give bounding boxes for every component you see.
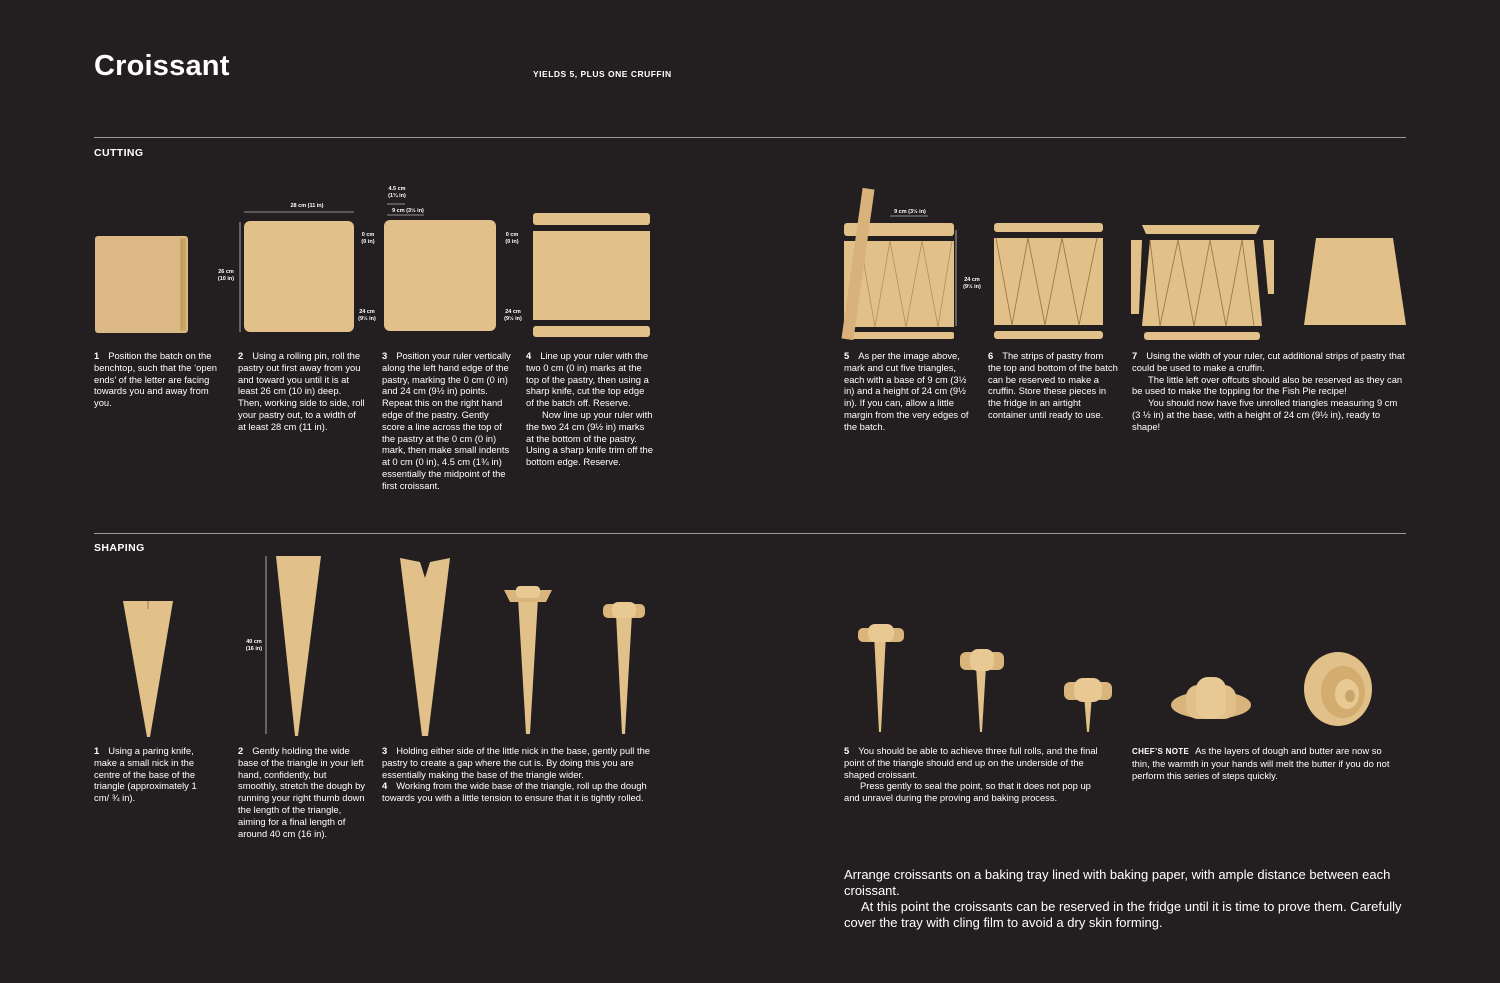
rolled-pastry-image — [243, 220, 355, 333]
batch-image — [94, 235, 190, 335]
cutting-step-3: 3 Position your ruler vertically along the left hand edge of the pastry, marking the 0 cm (0 in) and 24 cm (9½ in) points. Repeat this on the right hand edge of the pastry. Gently score a line across the top of the pastry at the 0 cm (0 in) mark, then make small indents at 0 cm (0 in), 4.5 cm (1¾ in) essentially the midpoint of the first croissant. — [382, 350, 511, 491]
triangle-nick-image — [122, 599, 176, 739]
rolling-two-image — [958, 648, 1006, 734]
dim-9: 9 cm (3½ in) — [392, 208, 424, 214]
cutting-step-4: 4 Line up your ruler with the two 0 cm (0 in) marks at the top of the pastry, then using a sharp knife, cut the top edge of the batch off. Reserve. Now line up your ruler with the two 24 cm (9½ in) marks at the bottom of the pastry. Using a sharp knife trim off the bottom edge. Reserve. — [526, 350, 653, 468]
croissant-side-view-image — [1303, 650, 1373, 728]
section-heading-cutting: CUTTING — [94, 147, 144, 159]
divider-cutting — [94, 137, 1406, 138]
cutting-step-7: 7 Using the width of your ruler, cut additional strips of pastry that could be used to make a cruffin. The little left over offcuts should also be reserved as they can be used to make the topping for the Fish Pie recipe! You should now have five unrolled triangles measuring 9 cm (3 ½ in) at the base, with a height of 24 cm (9½ in), ready to shape! — [1132, 350, 1405, 432]
page-title: Croissant — [94, 50, 230, 82]
dim-zero-right: 0 cm (0 in) — [505, 232, 519, 245]
dim-24-b: 24 cm (9½ in) — [963, 277, 981, 290]
stretched-triangle-image — [262, 554, 328, 738]
dim-lines-3 — [384, 200, 496, 220]
dim-zero-left: 0 cm (0 in) — [361, 232, 375, 245]
chefs-note: CHEF’S NOTE As the layers of dough and butter are now so thin, the warmth in your hands will melt the butter if you do not perform this series of steps quickly. — [1132, 745, 1390, 781]
yield-note: YIELDS 5, PLUS ONE CRUFFIN — [533, 69, 672, 79]
trimmed-pastry-image — [532, 212, 652, 338]
marked-pastry-image — [383, 219, 497, 332]
rolling-mid-image — [600, 600, 648, 736]
triangles-marked-image — [840, 186, 970, 340]
strips-cut-image — [1130, 224, 1276, 340]
shaping-step-1: 1 Using a paring knife, make a small nick in the centre of the base of the triangle (approximately 1 cm/ ¾ in). — [94, 745, 197, 804]
cutting-step-2: 2 Using a rolling pin, roll the pastry out first away from you and toward you until it is at least 26 cm (10 in) deep. Then, working side to side, roll your pastry out, to a width of at least 28 cm (11 in). — [238, 350, 365, 432]
widened-base-image — [398, 556, 452, 738]
trapezoid-triangles-image — [1303, 237, 1408, 327]
divider-shaping — [94, 533, 1406, 534]
dim-40: 40 cm (16 in) — [245, 639, 263, 652]
cutting-step-6: 6 The strips of pastry from the top and bottom of the batch can be reserved to make a cruffin. Store these pieces in the fridge in an airtight container until ready to use. — [988, 350, 1118, 420]
dim-24-right: 24 cm (9½ in) — [504, 309, 522, 322]
shaping-step-5: 5 You should be able to achieve three full rolls, and the final point of the triangle should end up on the underside of the shaped croissant. Press gently to seal the point, so that it does not pop up and unravel during the proving and baking process. — [844, 745, 1098, 804]
dim-45: 4.5 cm (1¾ in) — [388, 186, 406, 199]
shaped-croissant-image — [1170, 675, 1252, 721]
dim-9-b: 9 cm (3½ in) — [894, 209, 926, 215]
triangles-cut-image — [993, 222, 1105, 340]
rolling-three-image — [1062, 676, 1114, 734]
dim-24-left: 24 cm (9½ in) — [358, 309, 376, 322]
cutting-step-1: 1 Position the batch on the benchtop, such that the ‘open ends’ of the letter are facing towards you and away from you. — [94, 350, 218, 409]
section-heading-shaping: SHAPING — [94, 542, 145, 554]
cutting-step-5: 5 As per the image above, mark and cut five triangles, each with a base of 9 cm (3½ in) and a height of 24 cm (9½ in). If you can, allow a little margin from the very edges of the batch. — [844, 350, 969, 432]
rolling-start-image — [500, 584, 556, 736]
dim-width-28: 28 cm (11 in) — [290, 203, 324, 209]
closing-instructions: Arrange croissants on a baking tray lined with baking paper, with ample distance between each croissant. At this point the croissants can be reserved in the fridge until it is time to prove them. Carefully cover the tray with cling film to avoid a dry skin forming. — [844, 867, 1402, 930]
rolling-one-image — [856, 622, 906, 734]
shaping-step-3-4: 3 Holding either side of the little nick in the base, gently pull the pastry to create a gap where the cut is. By doing this you are essentially making the base of the triangle wider. 4 Working from the wide base of the triangle, roll up the dough towards you with a little tension to ensure that it is tightly rolled. — [382, 745, 651, 804]
dim-height-26: 26 cm (10 in) — [217, 269, 235, 282]
shaping-step-2: 2 Gently holding the wide base of the triangle in your left hand, confidently, but smoothly, stretch the dough by running your right thumb down the length of the triangle, aiming for a final length of around 40 cm (16 in). — [238, 745, 365, 839]
